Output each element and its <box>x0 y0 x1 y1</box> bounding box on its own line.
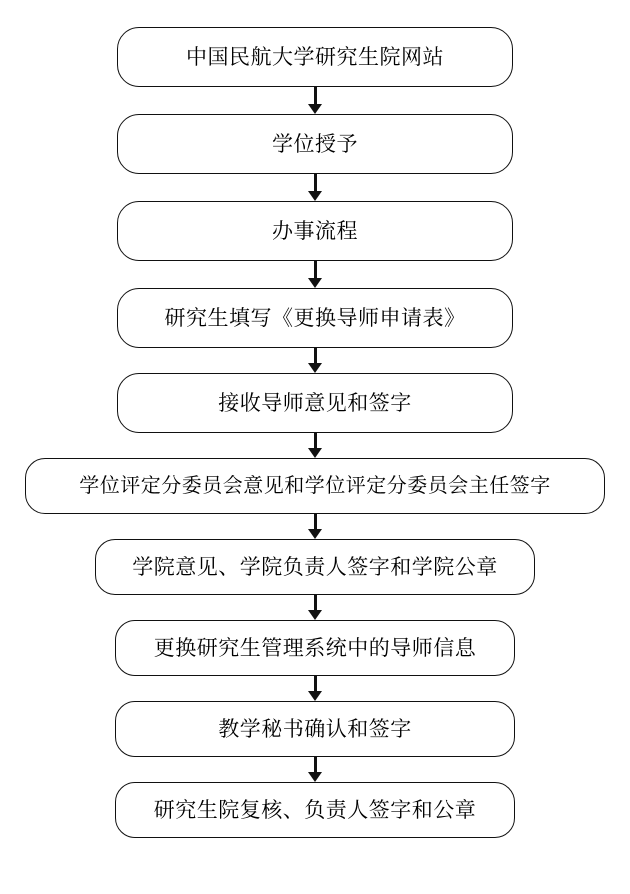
flow-node-label: 学位授予 <box>272 132 358 156</box>
flow-arrow-7 <box>308 595 322 620</box>
arrow-head-icon <box>308 610 322 620</box>
arrow-shaft <box>314 676 317 692</box>
flow-arrow-6 <box>308 514 322 539</box>
arrow-head-icon <box>308 529 322 539</box>
flow-arrow-2 <box>308 174 322 201</box>
flow-node-5[interactable] <box>117 373 513 433</box>
flow-node-9[interactable] <box>115 701 515 757</box>
flow-node-6[interactable] <box>25 458 605 514</box>
flow-arrow-8 <box>308 676 322 701</box>
flow-node-10[interactable] <box>115 782 515 838</box>
flow-node-label: 研究生院复核、负责人签字和公章 <box>153 798 477 822</box>
arrow-shaft <box>314 261 317 279</box>
flow-arrow-4 <box>308 348 322 373</box>
flow-node-3[interactable] <box>117 201 513 261</box>
flow-node-7[interactable] <box>95 539 535 595</box>
arrow-shaft <box>314 433 317 449</box>
arrow-head-icon <box>308 448 322 458</box>
flow-node-label: 接收导师意见和签字 <box>218 391 412 415</box>
flow-node-label: 办事流程 <box>272 219 358 243</box>
flow-arrow-3 <box>308 261 322 288</box>
flow-node-label: 学位评定分委员会意见和学位评定分委员会主任签字 <box>79 475 551 497</box>
flow-node-2[interactable] <box>117 114 513 174</box>
arrow-shaft <box>314 87 317 105</box>
flow-node-4[interactable] <box>117 288 513 348</box>
arrow-head-icon <box>308 278 322 288</box>
arrow-head-icon <box>308 104 322 114</box>
flow-node-label: 研究生填写《更换导师申请表》 <box>164 306 466 330</box>
flow-arrow-9 <box>308 757 322 782</box>
flow-node-label: 教学秘书确认和签字 <box>218 717 412 741</box>
arrow-head-icon <box>308 191 322 201</box>
flow-node-1[interactable] <box>117 27 513 87</box>
flow-node-8[interactable] <box>115 620 515 676</box>
flow-node-label: 更换研究生管理系统中的导师信息 <box>153 636 477 660</box>
arrow-head-icon <box>308 772 322 782</box>
flow-node-label: 中国民航大学研究生院网站 <box>186 45 444 69</box>
arrow-head-icon <box>308 363 322 373</box>
arrow-shaft <box>314 348 317 364</box>
arrow-shaft <box>314 757 317 773</box>
flow-arrow-5 <box>308 433 322 458</box>
arrow-shaft <box>314 514 317 530</box>
arrow-shaft <box>314 595 317 611</box>
flow-arrow-1 <box>308 87 322 114</box>
flow-node-label: 学院意见、学院负责人签字和学院公章 <box>132 555 498 579</box>
arrow-head-icon <box>308 691 322 701</box>
arrow-shaft <box>314 174 317 192</box>
